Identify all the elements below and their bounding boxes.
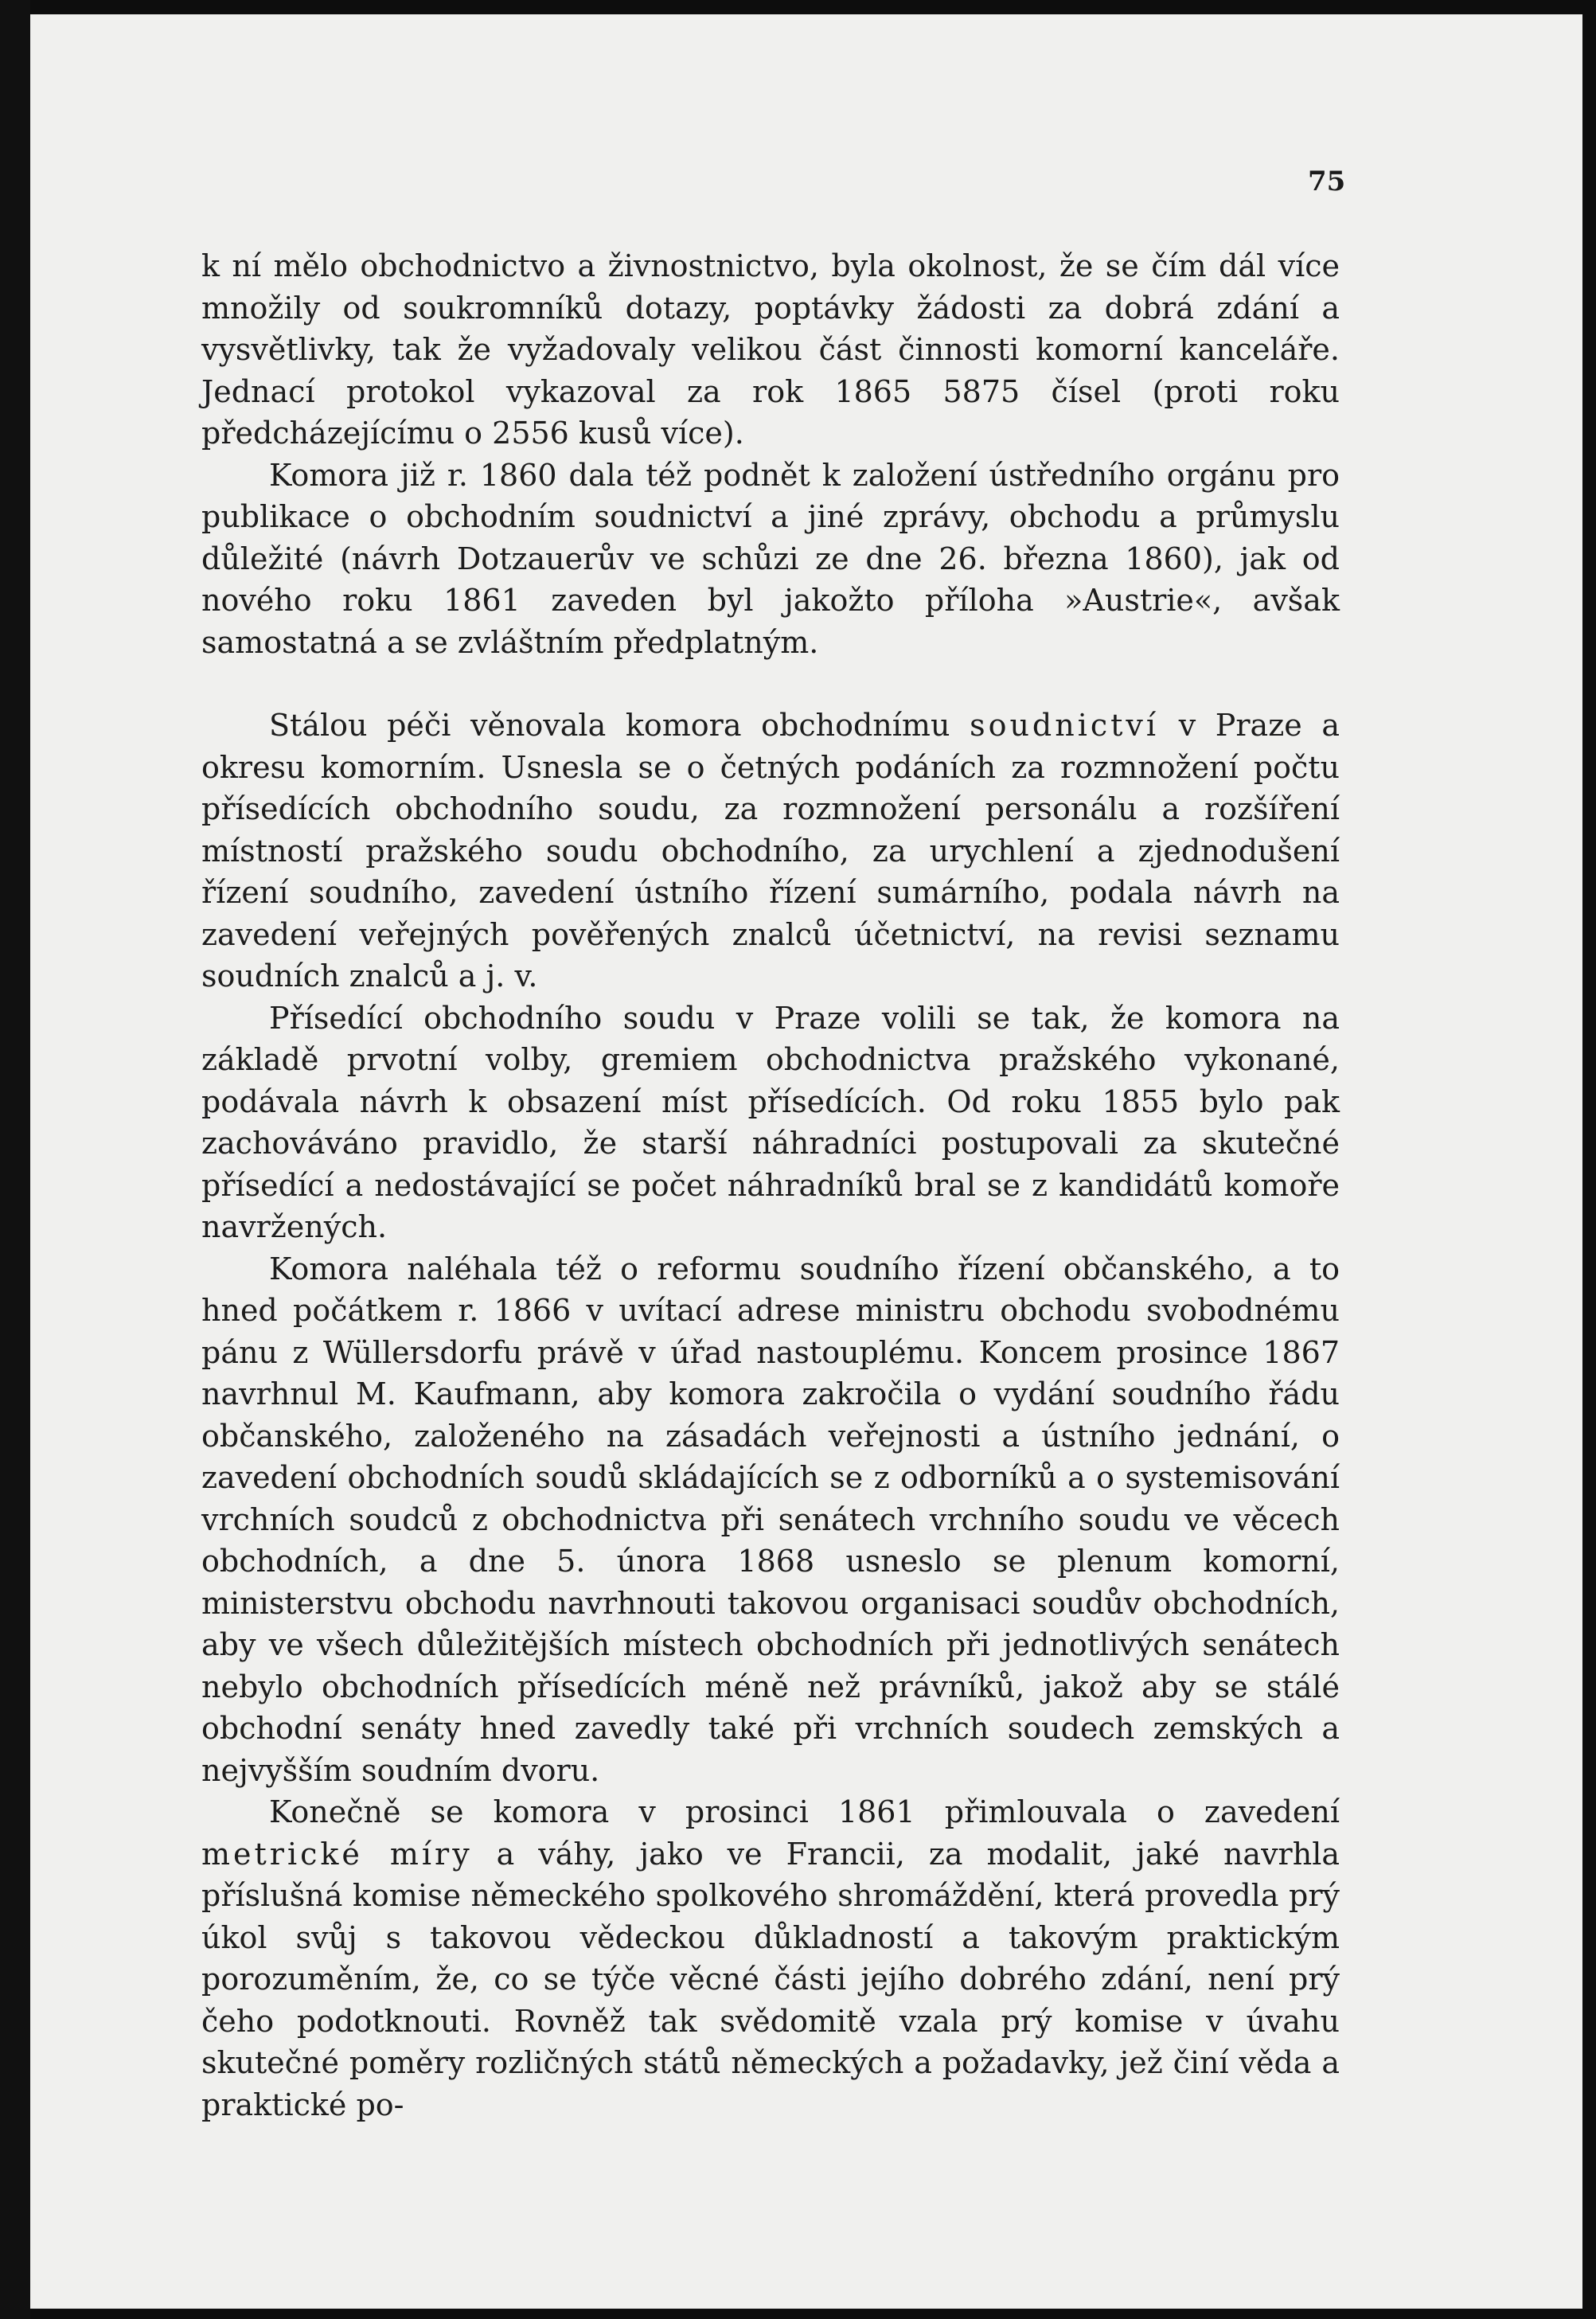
section-gap <box>201 663 1340 705</box>
paragraph: Přísedící obchodního soudu v Praze volili se tak, že komora na základě prvotní volby, gremiem obchodnictva pražského vykonané, podávala návrh k obsazení míst přísedících. Od roku 1855 bylo pak zachováváno pravidlo, že starší náhradníci postupovali za skutečné přísedící a nedostávající se počet náhradníků bral se z kandidátů komoře navržených. <box>201 1000 1340 1244</box>
emphasized-term: metrické míry <box>201 1836 473 1872</box>
body-text <box>201 245 1340 2126</box>
paragraph: Komora již r. 1860 dala též podnět k založení ústředního orgánu pro publikace o obchodním soudnictví a jiné zprávy, obchodu a průmyslu důležité (návrh Dotzauerův ve schůzi ze dne 26. března 1860), jak od nového roku 1861 zaveden byl jakožto příloha »Austrie«, avšak samostatná a se zvláštním předplatným. <box>201 457 1340 660</box>
scan-border <box>0 0 30 2319</box>
paragraph: Konečně se komora v prosinci 1861 přimlouvala o zavedení metrické míry a váhy, jako ve Francii, za modalit, jaké navrhla příslušná komise německého spolkového shromáždění, která provedla prý úkol svůj s takovou vědeckou důkladností a takovým praktickým porozuměním, že, co se týče věcné části jejího dobrého zdání, není prý čeho podotknouti. Rovněž tak svědomitě vzala prý komise v úvahu skutečné poměry rozličných států německých a požadavky, jež činí věda a praktické po- <box>201 1794 1340 2122</box>
paragraph: Komora naléhala též o reformu soudního řízení občanského, a to hned počátkem r. 1866 v uvítací adrese ministru obchodu svobodnému pánu z Wüllersdorfu právě v úřad nastouplému. Koncem prosince 1867 navrhnul M. Kaufmann, aby komora zakročila o vydání soudního řádu občanského, založeného na zásadách veřejnosti a ústního jednání, o zavedení obchodních soudů skládajících se z odborníků a o systemisování vrchních soudců z obchodnictva při senátech vrchního soudu ve věcech obchodních, a dne 5. února 1868 usneslo se plenum komorní, ministerstvu obchodu navrhnouti takovou organisaci soudův obchodních, aby ve všech důležitějších místech obchodních při jednotlivých senátech nebylo obchodních přísedících méně než právníků, jakož aby se stálé obchodní senáty hned zavedly také při vrchních soudech zemských a nejvyšším soudním dvoru. <box>201 1251 1340 1788</box>
book-page <box>30 14 1582 2309</box>
paragraph: Stálou péči věnovala komora obchodnímu soudnictví v Praze a okresu komorním. Usnesla se o četných podáních za rozmnožení počtu přísedících obchodního soudu, za rozmnožení personálu a rozšíření místností pražského soudu obchodního, za urychlení a zjednodušení řízení soudního, zavedení ústního řízení sumárního, podala návrh na zavedení veřejných pověřených znalců účetnictví, na revisi seznamu soudních znalců a j. v. <box>201 708 1340 994</box>
emphasized-term: soudnictví <box>970 708 1160 743</box>
paragraph: k ní mělo obchodnictvo a živnostnictvo, byla okolnost, že se čím dál více množily od soukromníků dotazy, poptávky žádosti za dobrá zdání a vysvětlivky, tak že vyžadovaly velikou část činnosti komorní kanceláře. Jednací protokol vykazoval za rok 1865 5875 čísel (proti roku předcházejícímu o 2556 kusů více). <box>201 248 1340 451</box>
page-number: 75 <box>1308 166 1346 197</box>
